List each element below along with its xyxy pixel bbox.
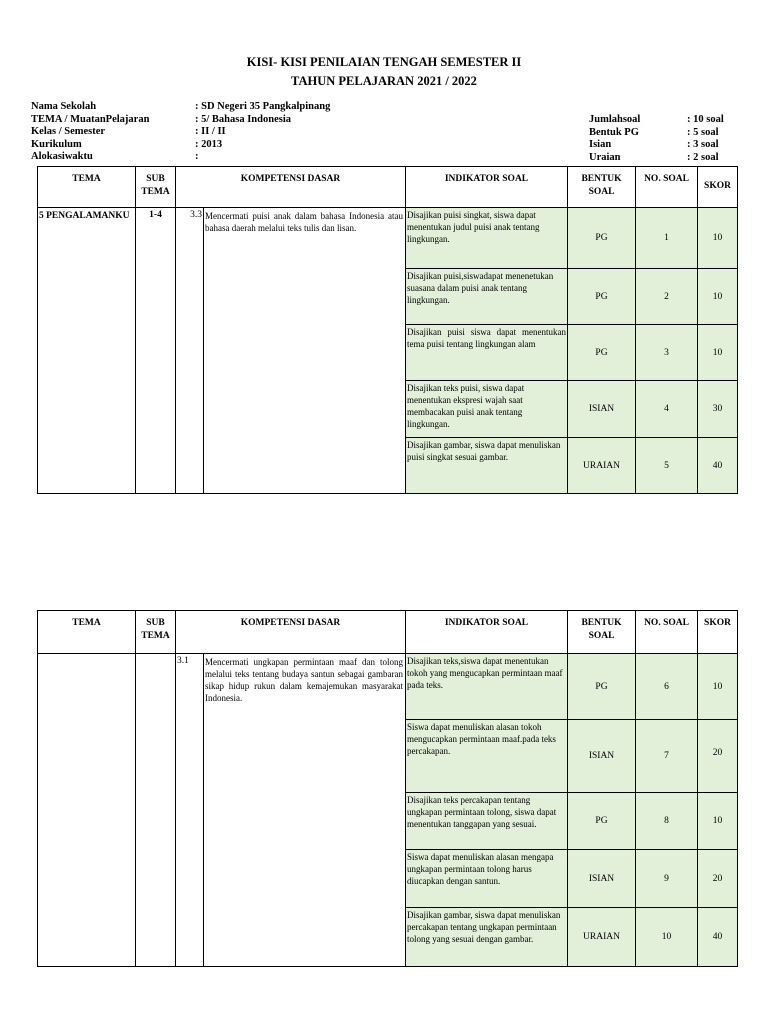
skor-cell: 10 (698, 654, 738, 720)
header-bentuk-soal: BENTUK SOAL (568, 611, 636, 654)
indikator-cell: Disajikan puisi singkat, siswa dapat menentukan judul puisi anak tentang lingkungan. (406, 208, 568, 269)
bentuk-cell: PG (568, 325, 636, 381)
tema-cell: 5 PENGALAMANKU (38, 208, 136, 494)
bentuk-cell: URAIAN (568, 438, 636, 494)
header-no-soal: NO. SOAL (636, 611, 698, 654)
bentuk-cell: PG (568, 208, 636, 269)
no-soal-cell: 5 (636, 438, 698, 494)
kd-text: Mencermati puisi anak dalam bahasa Indonesia atau bahasa daerah melalui teks tulis dan lisan. (204, 208, 406, 494)
kd-number: 3.1 (176, 654, 204, 967)
info-value: : 3 soal (687, 139, 719, 150)
no-soal-cell: 9 (636, 850, 698, 908)
no-soal-cell: 3 (636, 325, 698, 381)
header-skor: SKOR (698, 611, 738, 654)
info-label: TEMA / MuatanPelajaran (31, 113, 150, 125)
info-value: : 2013 (195, 138, 223, 150)
indikator-cell: Disajikan gambar, siswa dapat menuliskan percakapan tentang ungkapan permintaan tolong yang sesuai dengan gambar. (406, 908, 568, 967)
sub-tema-cell: 1-4 (136, 208, 176, 494)
info-label: Kelas / Semester (31, 126, 106, 137)
no-soal-cell: 10 (636, 908, 698, 967)
info-value: : 10 soal (687, 114, 724, 125)
tema-cell (38, 654, 136, 967)
header-kompetensi-dasar: KOMPETENSI DASAR (176, 167, 406, 208)
sub-tema-cell (136, 654, 176, 967)
indikator-cell: Disajikan puisi,siswadapat menenetukan suasana dalam puisi anak tentang lingkungan. (406, 269, 568, 325)
bentuk-cell: URAIAN (568, 908, 636, 967)
indikator-cell: Disajikan teks percakapan tentang ungkapan permintaan tolong, siswa dapat menentukan tanggapan yang sesuai. (406, 793, 568, 850)
no-soal-cell: 4 (636, 381, 698, 438)
bentuk-cell: PG (568, 269, 636, 325)
kd-number: 3.3 (176, 208, 204, 494)
no-soal-cell: 2 (636, 269, 698, 325)
document-subtitle: TAHUN PELAJARAN 2021 / 2022 (291, 74, 477, 88)
no-soal-cell: 8 (636, 793, 698, 850)
header-skor: SKOR (698, 167, 738, 208)
info-value: : (195, 151, 199, 162)
bentuk-cell: PG (568, 793, 636, 850)
header-bentuk-soal: BENTUK SOAL (568, 167, 636, 208)
indikator-cell: Disajikan puisi siswa dapat menentukan tema puisi tentang lingkungan alam (406, 325, 568, 381)
bentuk-cell: PG (568, 654, 636, 720)
header-indikator-soal: INDIKATOR SOAL (406, 611, 568, 654)
skor-cell: 40 (698, 438, 738, 494)
skor-cell: 20 (698, 720, 738, 793)
kisi-table-1 (37, 166, 738, 494)
info-value: : 2 soal (687, 151, 719, 163)
skor-cell: 40 (698, 908, 738, 967)
header-no-soal: NO. SOAL (636, 167, 698, 208)
header-sub-tema: SUB TEMA (136, 611, 176, 654)
info-label: Uraian (589, 151, 621, 163)
info-right (589, 114, 724, 164)
skor-cell: 20 (698, 850, 738, 908)
indikator-cell: Disajikan teks puisi, siswa dapat menentukan ekspresi wajah saat membacakan puisi anak tentang lingkungan. (406, 381, 568, 438)
info-value: : 5 soal (687, 126, 719, 138)
info-left (31, 101, 330, 164)
info-label: Bentuk PG (589, 126, 639, 138)
skor-cell: 30 (698, 381, 738, 438)
info-label: Isian (589, 139, 612, 150)
info-value: : 5/ Bahasa Indonesia (195, 113, 291, 125)
header-kompetensi-dasar: KOMPETENSI DASAR (176, 611, 406, 654)
bentuk-cell: ISIAN (568, 720, 636, 793)
indikator-cell: Siswa dapat menuliskan alasan mengapa ungkapan permintaan tolong harus diucapkan dengan santun. (406, 850, 568, 908)
indikator-cell: Disajikan teks,siswa dapat menentukan tokoh yang mengucapkan permintaan maaf pada teks. (406, 654, 568, 720)
info-label: Alokasiwaktu (31, 151, 93, 162)
document-title: KISI- KISI PENILAIAN TENGAH SEMESTER II (246, 55, 522, 69)
indikator-cell: Siswa dapat menuliskan alasan tokoh mengucapkan permintaan maaf.pada teks percakapan. (406, 720, 568, 793)
no-soal-cell: 6 (636, 654, 698, 720)
info-label: Nama Sekolah (31, 101, 97, 112)
header-sub-tema: SUB TEMA (136, 167, 176, 208)
kd-text: Mencermati ungkapan permintaan maaf dan tolong melalui teks tentang budaya santun sebagai gambaran sikap hidup rukun dalam kemajemukan masyarakat Indonesia. (204, 654, 406, 967)
bentuk-cell: ISIAN (568, 850, 636, 908)
info-label: Jumlahsoal (589, 114, 641, 125)
info-label: Kurikulum (31, 138, 82, 150)
skor-cell: 10 (698, 269, 738, 325)
header-indikator-soal: INDIKATOR SOAL (406, 167, 568, 208)
skor-cell: 10 (698, 208, 738, 269)
no-soal-cell: 1 (636, 208, 698, 269)
info-value: : II / II (195, 126, 226, 137)
skor-cell: 10 (698, 325, 738, 381)
header-tema: TEMA (38, 611, 136, 654)
skor-cell: 10 (698, 793, 738, 850)
no-soal-cell: 7 (636, 720, 698, 793)
header-tema: TEMA (38, 167, 136, 208)
info-value: : SD Negeri 35 Pangkalpinang (195, 101, 331, 112)
kisi-table-2 (37, 610, 738, 967)
bentuk-cell: ISIAN (568, 381, 636, 438)
indikator-cell: Disajikan gambar, siswa dapat menuliskan puisi singkat sesuai gambar. (406, 438, 568, 494)
